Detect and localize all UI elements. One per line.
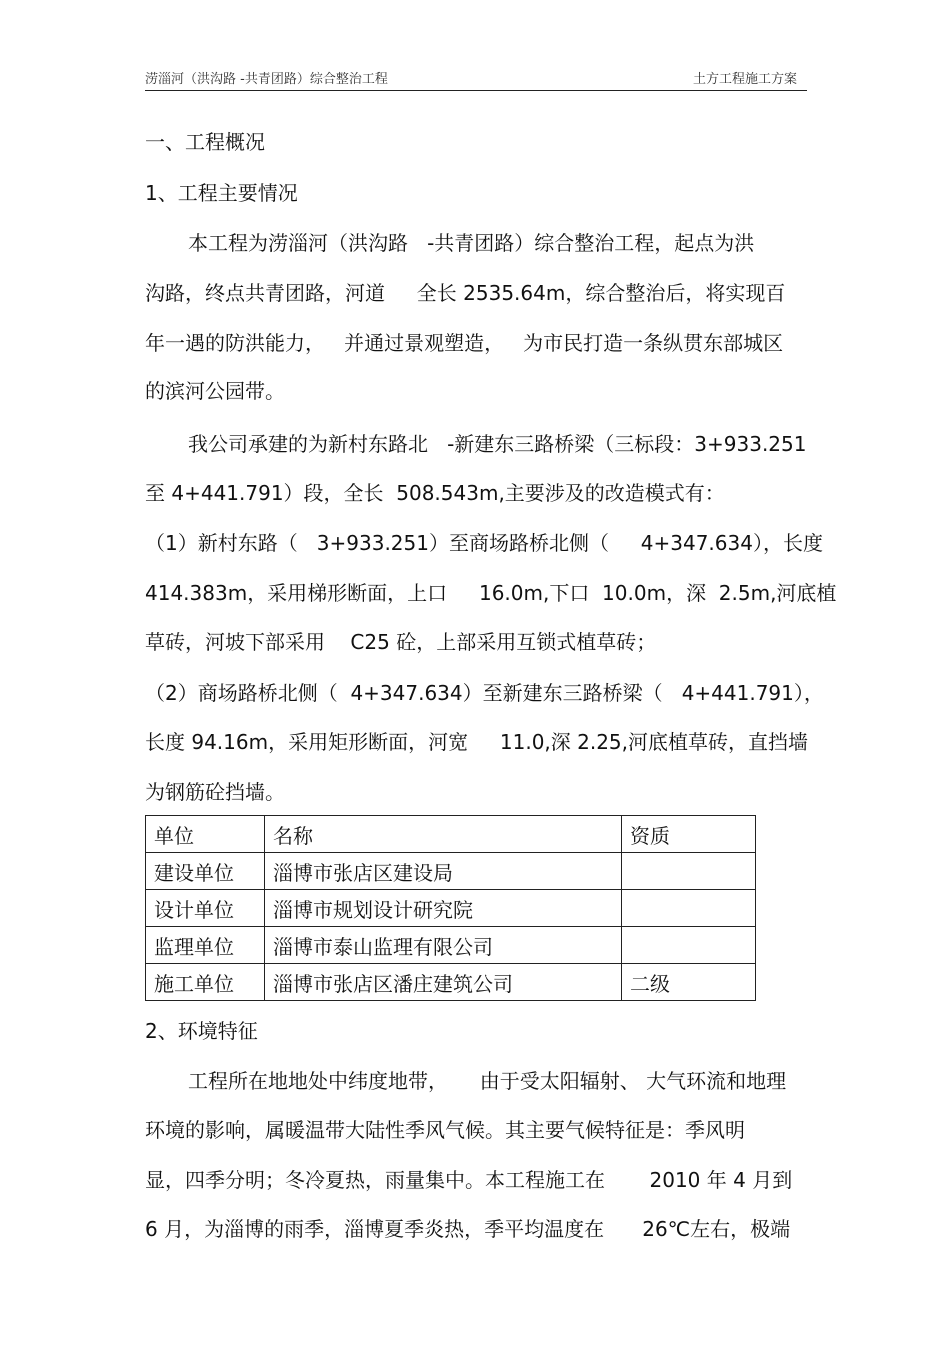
paragraph-line: 沟路，终点共青团路，河道 全长 2535.64m，综合整治后，将实现百 (145, 281, 786, 305)
list-item-line: （1）新村东路（ 3+933.251）至商场路桥北侧（ 4+347.634），长度 (145, 531, 823, 555)
table-row (146, 890, 756, 927)
subsection-heading: 2、环境特征 (145, 1019, 258, 1043)
table-cell: 淄博市张店区潘庄建筑公司 (265, 964, 622, 1001)
header-project-title: 涝淄河（洪沟路 -共青团路）综合整治工程 (145, 72, 388, 87)
table-cell: 淄博市泰山监理有限公司 (265, 927, 622, 964)
table-cell: 监理单位 (146, 927, 265, 964)
list-item-line: 为钢筋砼挡墙。 (145, 780, 285, 804)
paragraph-line: 本工程为涝淄河（洪沟路 -共青团路）综合整治工程，起点为洪 (188, 231, 755, 255)
list-item-line: 414.383m，采用梯形断面，上口 16.0m,下口 10.0m，深 2.5m,河底植 (145, 581, 837, 605)
table-header-row (146, 816, 756, 853)
table-cell: 淄博市张店区建设局 (265, 853, 622, 890)
paragraph-line: 至 4+441.791）段，全长 508.543m,主要涉及的改造模式有： (145, 481, 725, 505)
table-row (146, 964, 756, 1001)
table-cell (622, 853, 756, 890)
table-cell: 设计单位 (146, 890, 265, 927)
table-cell: 淄博市规划设计研究院 (265, 890, 622, 927)
table-cell: 建设单位 (146, 853, 265, 890)
section-heading: 一、工程概况 (145, 130, 265, 154)
subsection-heading: 1、工程主要情况 (145, 181, 298, 205)
table-cell: 施工单位 (146, 964, 265, 1001)
table-cell (622, 927, 756, 964)
table-header-cell: 名称 (265, 816, 622, 853)
table-header-cell: 资质 (622, 816, 756, 853)
table-cell: 二级 (622, 964, 756, 1001)
project-units-table (145, 815, 756, 1001)
paragraph-line: 环境的影响，属暖温带大陆性季风气候。其主要气候特征是：季风明 (145, 1118, 745, 1142)
table-cell (622, 890, 756, 927)
paragraph-line: 的滨河公园带。 (145, 379, 285, 403)
table-header-cell: 单位 (146, 816, 265, 853)
paragraph-line: 年一遇的防洪能力， 并通过景观塑造， 为市民打造一条纵贯东部城区 (145, 331, 784, 355)
paragraph-line: 工程所在地地处中纬度地带， 由于受太阳辐射、 大气环流和地理 (188, 1069, 787, 1093)
page-header (145, 66, 807, 91)
header-document-title: 土方工程施工方案 (692, 72, 797, 87)
paragraph-line: 6 月，为淄博的雨季，淄博夏季炎热，季平均温度在 26℃左右，极端 (145, 1217, 791, 1241)
paragraph-line: 显，四季分明；冬冷夏热，雨量集中。本工程施工在 2010 年 4 月到 (145, 1168, 793, 1192)
list-item-line: 草砖，河坡下部采用 C25 砼，上部采用互锁式植草砖； (145, 630, 657, 654)
list-item-line: （2）商场路桥北侧（ 4+347.634）至新建东三路桥梁（ 4+441.791）， (145, 681, 824, 705)
table-row (146, 853, 756, 890)
list-item-line: 长度 94.16m，采用矩形断面，河宽 11.0,深 2.25,河底植草砖，直挡墙 (145, 730, 809, 754)
table-row (146, 927, 756, 964)
paragraph-line: 我公司承建的为新村东路北 -新建东三路桥梁（三标段：3+933.251 (188, 432, 807, 456)
